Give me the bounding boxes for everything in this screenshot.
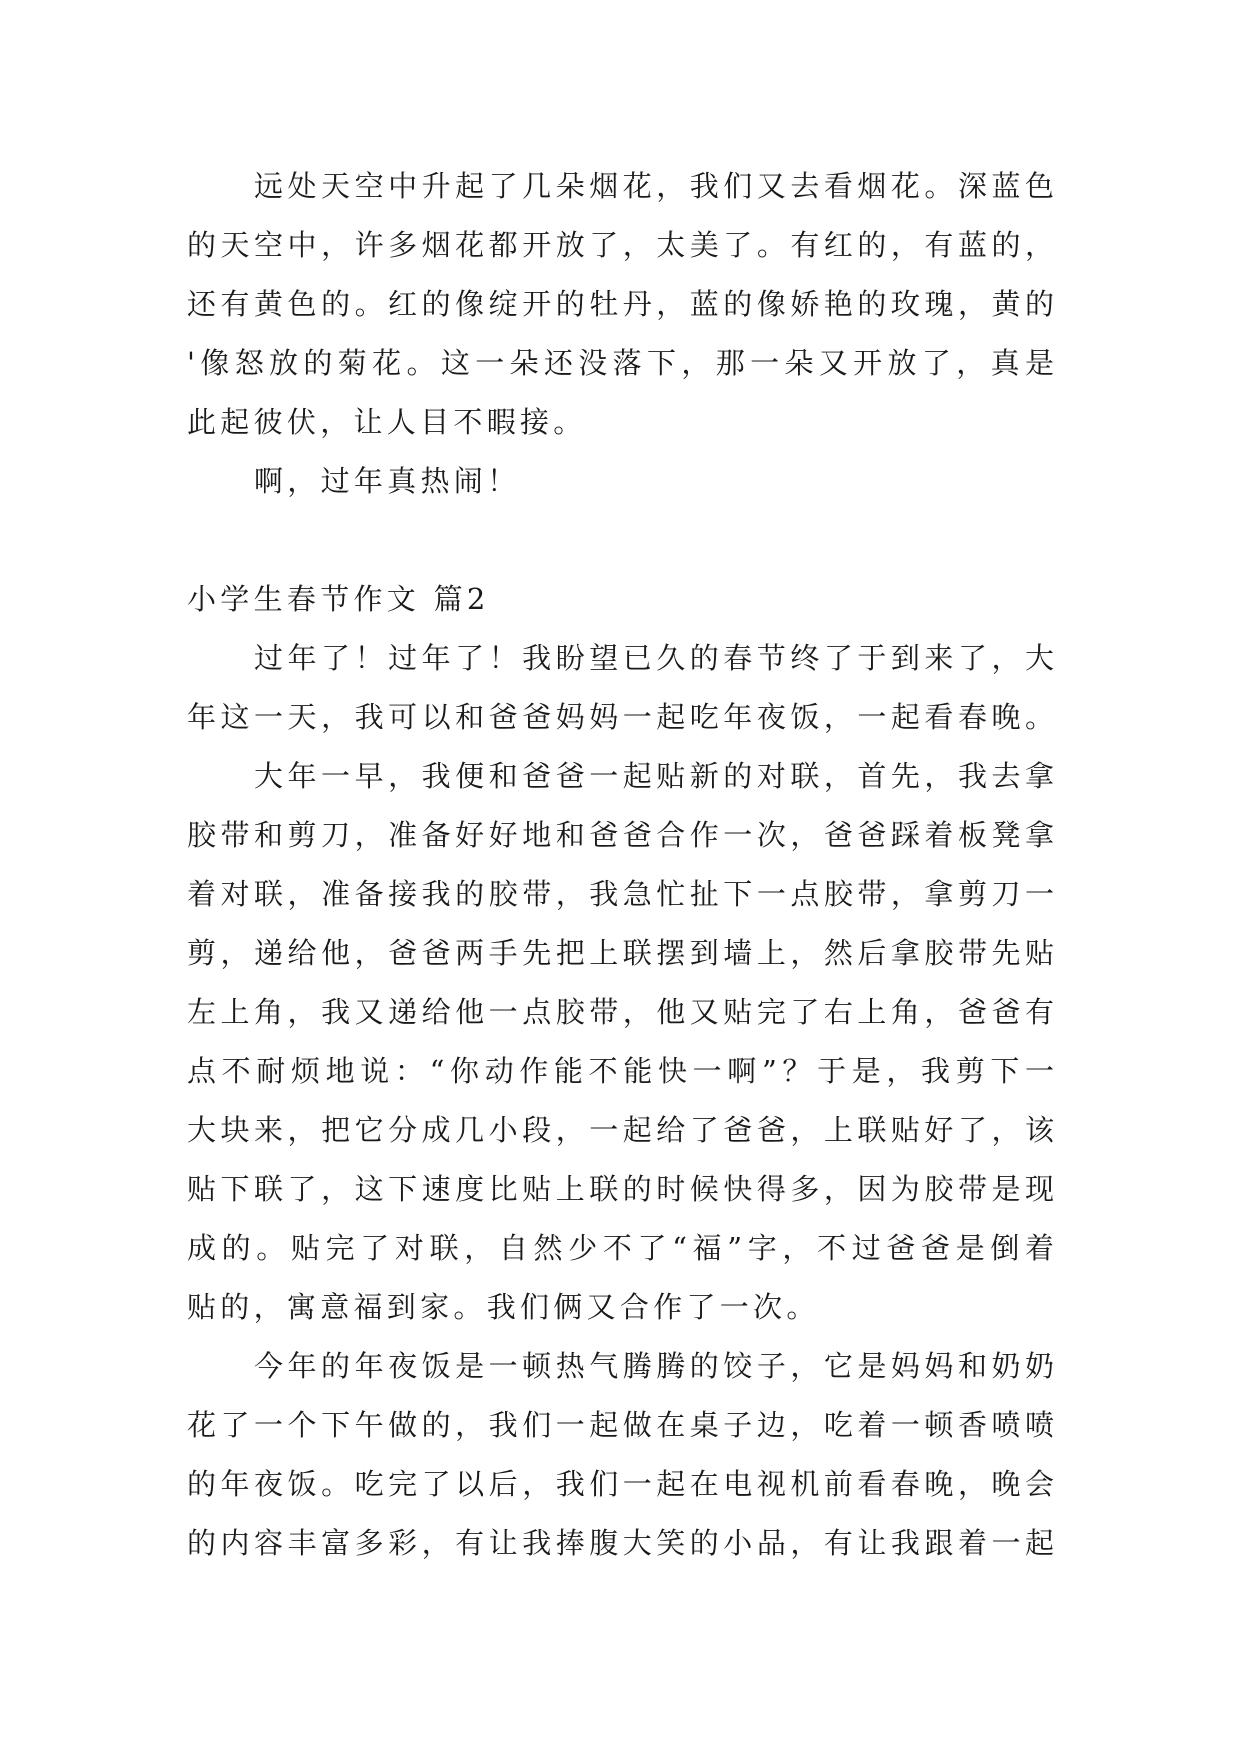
text-line: 今年的年夜饭是一顿热气腾腾的饺子，它是妈妈和奶奶 [254,1349,1054,1383]
text-line: 左上角，我又递给他一点胶带，他又贴完了右上角，爸爸有 [187,995,1054,1029]
text-line: 啊，过年真热闹！ [254,464,521,498]
paragraph [187,1337,1054,1573]
text-line: 花了一个下午做的，我们一起做在桌子边，吃着一顿香喷喷 [187,1408,1054,1442]
text-line: 成的。贴完了对联，自然少不了“福”字，不过爸爸是倒着 [187,1231,1054,1265]
paragraph-gap [187,511,1054,570]
paragraph [187,629,1054,747]
paragraph [187,747,1054,1337]
section-heading: 小学生春节作文 篇2 [187,582,490,616]
text-line: 过年了！过年了！我盼望已久的春节终了于到来了，大 [254,641,1054,675]
paragraph [187,452,1054,511]
text-line: 大块来，把它分成几小段，一起给了爸爸，上联贴好了，该 [187,1113,1054,1147]
text-line: 此起彼伏，让人目不暇接。 [187,405,587,439]
text-line: 年这一天，我可以和爸爸妈妈一起吃年夜饭，一起看春晚。 [187,700,1054,734]
text-line: 的天空中，许多烟花都开放了，太美了。有红的，有蓝的， [187,228,1054,262]
text-line: 的年夜饭。吃完了以后，我们一起在电视机前看春晚，晚会 [187,1467,1054,1501]
text-line: 大年一早，我便和爸爸一起贴新的对联，首先，我去拿 [254,759,1054,793]
document-body [187,157,1054,1573]
text-line: 远处天空中升起了几朵烟花，我们又去看烟花。深蓝色 [254,169,1054,203]
text-line: 的内容丰富多彩，有让我捧腹大笑的小品，有让我跟着一起 [187,1526,1054,1560]
text-line: 贴的，寓意福到家。我们俩又合作了一次。 [187,1290,820,1324]
text-line: 贴下联了，这下速度比贴上联的时候快得多，因为胶带是现 [187,1172,1054,1206]
text-line: 着对联，准备接我的胶带，我急忙扯下一点胶带，拿剪刀一 [187,877,1054,911]
paragraph [187,157,1054,452]
text-line: 剪，递给他，爸爸两手先把上联摆到墙上，然后拿胶带先贴 [187,936,1054,970]
text-line: '像怒放的菊花。这一朵还没落下，那一朵又开放了，真是 [187,346,1054,380]
text-line: 胶带和剪刀，准备好好地和爸爸合作一次，爸爸踩着板凳拿 [187,818,1054,852]
text-line: 还有黄色的。红的像绽开的牡丹，蓝的像娇艳的玫瑰，黄的 [187,287,1054,321]
text-line: 点不耐烦地说：“你动作能不能快一啊”？于是，我剪下一 [187,1054,1054,1088]
